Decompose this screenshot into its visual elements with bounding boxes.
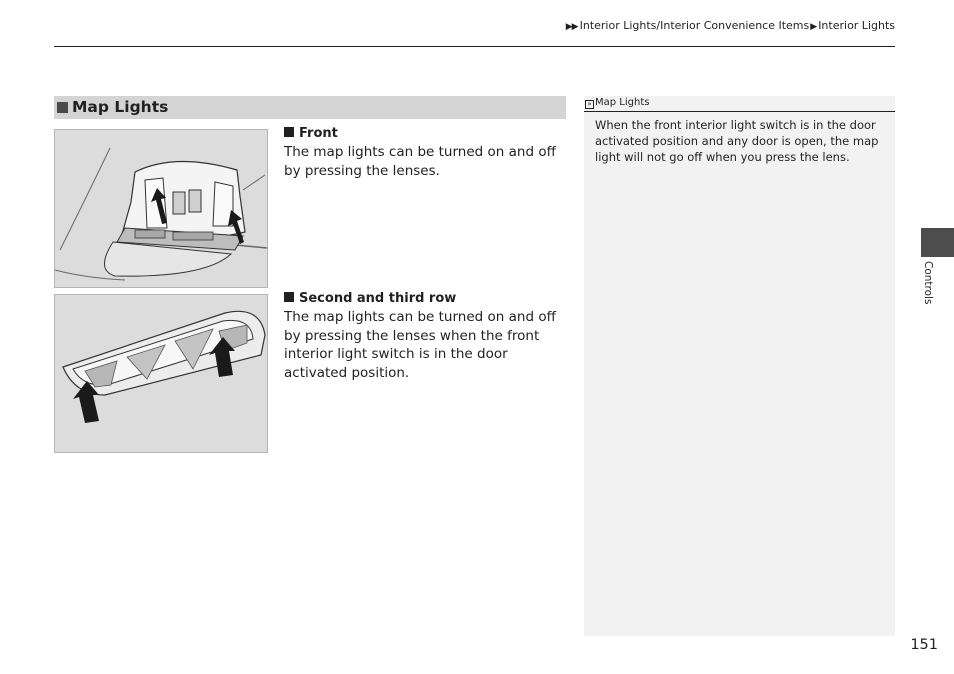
rear-ceiling-light-drawing [55,295,267,452]
front-heading [284,124,566,143]
note-heading [584,96,895,112]
front-map-light-illustration [54,129,268,288]
front-description: The map lights can be turned on and off by pressing the lenses. [284,144,556,179]
section-heading [54,96,566,119]
double-arrow-icon: ▶▶ [565,22,578,32]
chapter-thumb-tab[interactable] [921,228,954,257]
note-title[interactable]: Map Lights [595,97,650,108]
front-heading-label: Front [299,126,338,141]
arrow-right-icon: ▶ [810,22,818,32]
note-text: When the front interior light switch is in the door activated position and any door is open, the map light will not go off when you press the lens. [595,118,879,164]
rear-description: The map lights can be turned on and off by pressing the lenses when the front interior light switch is in the door activated position. [284,309,556,382]
note-sidebar [584,96,895,636]
note-arrow-icon: » [585,100,594,109]
front-overhead-console-drawing [55,130,267,287]
chapter-label: Controls [922,261,934,305]
rear-map-light-illustration [54,294,268,453]
rear-heading-label: Second and third row [299,291,457,306]
subsection-bullet-icon [284,127,294,137]
page-number: 151 [910,637,938,653]
section-title: Map Lights [72,98,169,116]
rear-heading [284,289,566,308]
section-bullet-icon [57,102,68,113]
subsection-bullet-icon [284,292,294,302]
header-divider [54,46,895,47]
breadcrumb-item-interior-lights-convenience[interactable]: Interior Lights/Interior Convenience Items [579,19,810,32]
front-subsection [284,124,566,180]
breadcrumb-item-interior-lights[interactable]: Interior Lights [818,19,895,32]
rear-subsection [284,289,566,383]
breadcrumb [566,19,895,32]
